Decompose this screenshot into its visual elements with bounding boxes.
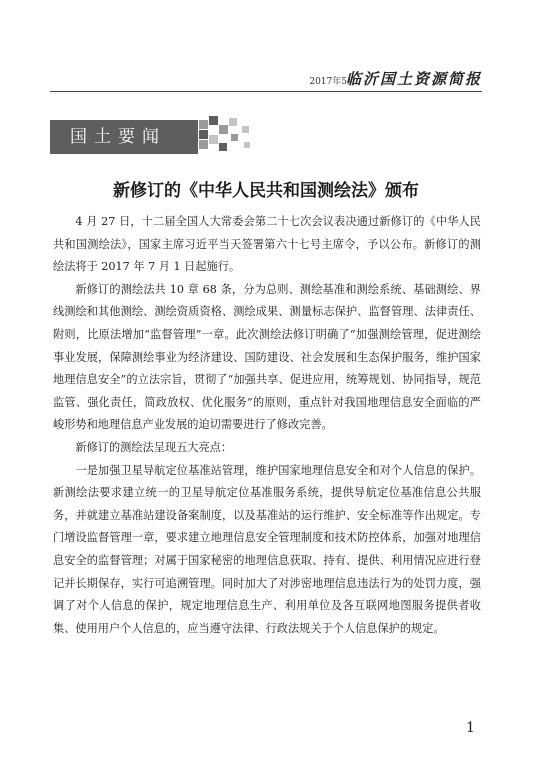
article-title: 新修订的《中华人民共和国测绘法》颁布 <box>113 181 419 201</box>
decorative-squares <box>186 116 256 156</box>
article-paragraph: 新修订的测绘法共 10 章 68 条，分为总则、测绘基准和测绘系统、基础测绘、界线测绘和其他测绘、测绘资质资格、测绘成果、测量标志保护、监督管理、法律责任、附则，比原法增加“监督管理”一章。此次测绘法修订明确了“加强测绘管理，促进测绘事业发展，保障测绘事业为经济建设、国防建设、社会发展和生态保护服务，维护国家地理信息安全”的立法宗旨，贯彻了“加强共享、促进应用，统筹规划、协同指导，规范监管、强化责任，简政放权、优化服务”的原则，重点针对我国地理信息安全面临的严峻形势和地理信息产业发展的迫切需要进行了修改完善。 <box>53 282 481 432</box>
publication-title: 临沂国土资源简报 <box>345 70 482 88</box>
header-divider <box>50 91 482 92</box>
section-banner <box>50 120 186 154</box>
section-label: 国土要闻 <box>70 127 166 147</box>
article-paragraph: 一是加强卫星导航定位基准站管理，维护国家地理信息安全和对个人信息的保护。新测绘法要求建立统一的卫星导航定位基准服务系统，提供导航定位基准信息公共服务，并就建立基准站建设备案制度，以及基准站的运行维护、安全标准等作出规定。专门增设监督管理一章，要求建立地理信息安全管理制度和技术防控体系，加强对地理信息安全的监督管理；对属于国家秘密的地理信息获取、持有、提供、利用情况应进行登记并长期保存，实行可追溯管理。同时加大了对涉密地理信息违法行为的处罚力度，强调了对个人信息的保护，规定地理信息生产、利用单位及各互联网地图服务提供者收集、使用用户个人信息的，应当遵守法律、行政法规关于个人信息保护的规定。 <box>53 463 481 635</box>
page-number: 1 <box>466 720 475 736</box>
article-paragraph: 新修订的测绘法呈现五大亮点： <box>75 440 233 454</box>
page-header <box>50 66 482 88</box>
article-paragraph: 4 月 27 日，十二届全国人大常委会第二十七次会议表决通过新修订的《中华人民共和国测绘法》，国家主席习近平当天签署第六十七号主席令，予以公布。新修订的测绘法将于 2017 年 7 月 1 日起施行。 <box>53 215 481 274</box>
article-body <box>53 211 481 640</box>
header-date: 2017年5月 <box>309 77 356 87</box>
